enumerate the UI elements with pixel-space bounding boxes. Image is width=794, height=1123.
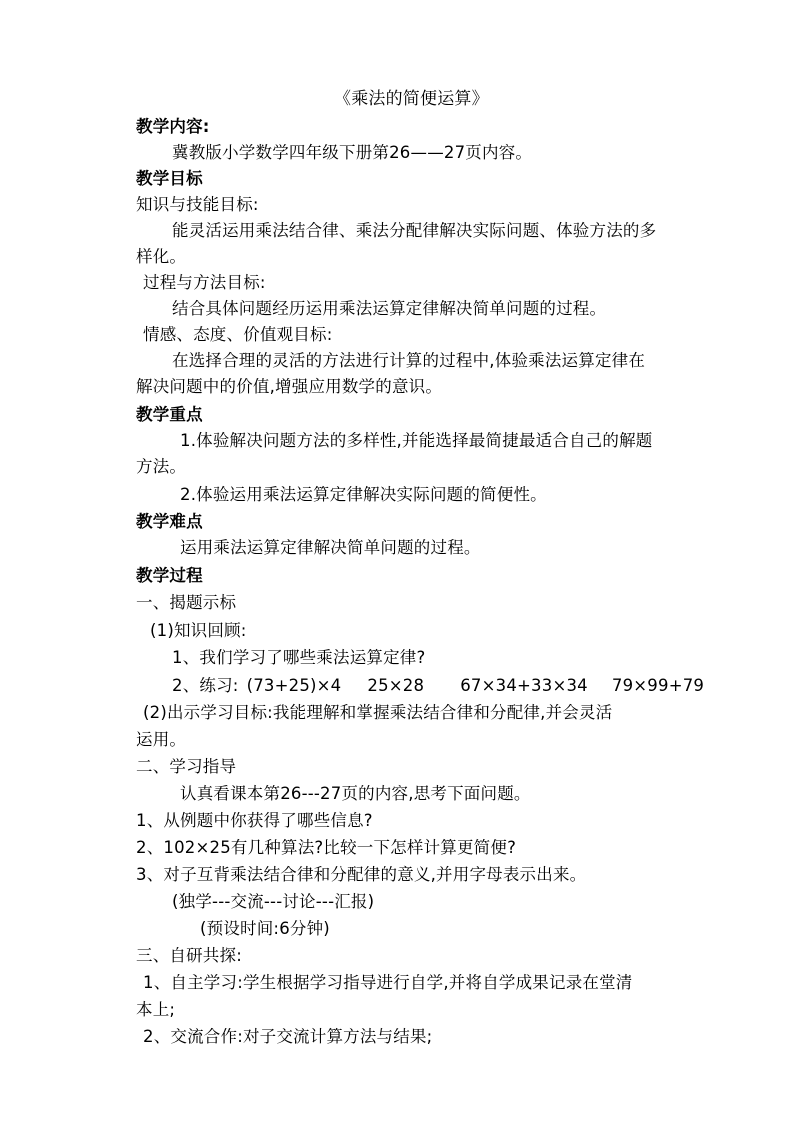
practice-exercise-2: 25×28 (367, 676, 425, 695)
difficulty-heading: 教学难点 (136, 512, 203, 531)
key-point-2: 2.体验运用乘法运算定律解决实际问题的简便性。 (180, 485, 547, 504)
guide-question-2: 2、102×25有几种算法?比较一下怎样计算更简便? (136, 838, 517, 857)
process-goal-text: 结合具体问题经历运用乘法运算定律解决简单问题的过程。 (172, 299, 607, 318)
part1-heading: 一、揭题示标 (136, 593, 237, 612)
practice-exercise-4: 79×99+79 (611, 676, 705, 695)
part3-heading: 三、自研共探: (136, 946, 242, 965)
guide-question-1: 1、从例题中你获得了哪些信息? (136, 811, 373, 830)
review-question-1: 1、我们学习了哪些乘法运算定律? (172, 648, 426, 667)
process-goal-heading: 过程与方法目标: (143, 273, 266, 292)
key-points-heading: 教学重点 (136, 405, 203, 424)
teaching-content-heading: 教学内容: (136, 117, 210, 136)
emotion-goal-line1: 在选择合理的灵活的方法进行计算的过程中,体验乘法运算定律在 (172, 351, 646, 370)
emotion-goal-line2: 解决问题中的价值,增强应用数学的意识。 (136, 377, 443, 396)
practice-line (172, 675, 704, 697)
teaching-goals-heading: 教学目标 (136, 169, 203, 188)
knowledge-goal-line2: 样化。 (136, 247, 187, 266)
difficulty-text: 运用乘法运算定律解决简单问题的过程。 (180, 538, 481, 557)
practice-exercise-1: (73+25)×4 (246, 676, 342, 695)
explore-1-line1: 1、自主学习:学生根据学习指导进行自学,并将自学成果记录在堂清 (143, 973, 633, 992)
teaching-content-text: 冀教版小学数学四年级下册第26——27页内容。 (172, 143, 533, 162)
practice-exercise-3: 67×34+33×34 (460, 676, 588, 695)
knowledge-goal-line1: 能灵活运用乘法结合律、乘法分配律解决实际问题、体验方法的多 (172, 221, 657, 240)
learning-goal-line1: (2)出示学习目标:我能理解和掌握乘法结合律和分配律,并会灵活 (143, 703, 613, 722)
key-point-1-line2: 方法。 (136, 457, 187, 476)
guide-flow: (独学---交流---讨论---汇报) (172, 892, 375, 911)
part2-heading: 二、学习指导 (136, 757, 237, 776)
guide-intro: 认真看课本第26---27页的内容,思考下面问题。 (180, 784, 531, 803)
document-title: 《乘法的简便运算》 (334, 89, 489, 109)
guide-time: (预设时间:6分钟) (200, 919, 330, 938)
explore-2: 2、交流合作:对子交流计算方法与结果; (143, 1027, 433, 1046)
practice-label: 2、练习: (172, 676, 239, 695)
knowledge-goal-heading: 知识与技能目标: (136, 195, 259, 214)
learning-goal-line2: 运用。 (136, 730, 187, 749)
emotion-goal-heading: 情感、态度、价值观目标: (143, 325, 333, 344)
key-point-1-line1: 1.体验解决问题方法的多样性,并能选择最简捷最适合自己的解题 (180, 431, 653, 450)
review-heading: (1)知识回顾: (150, 621, 247, 640)
procedure-heading: 教学过程 (136, 566, 203, 585)
explore-1-line2: 本上; (136, 1000, 176, 1019)
guide-question-3: 3、对子互背乘法结合律和分配律的意义,并用字母表示出来。 (136, 865, 587, 884)
